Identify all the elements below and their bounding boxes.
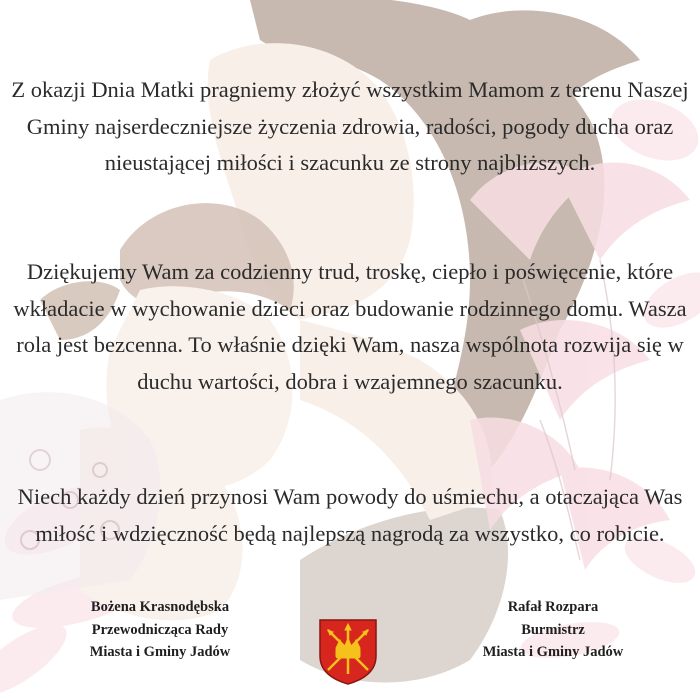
signer-office: Miasta i Gminy Jadów [89,644,231,660]
greeting-paragraph-3: Niech każdy dzień przynosi Wam powody do uśmiechu, a otaczająca Was miłość i wdzięczność będą najlepszą nagrodą za wszystko, co robicie. [17,484,683,546]
signer-title: Przewodnicząca Rady [91,621,229,638]
greeting-paragraph-2: Dziękujemy Wam za codzienny trud, troskę, ciepło i poświęcenie, które wkładacie w wychowanie dzieci oraz budowanie rodzinnego domu. Wasza rola jest bezcenna. To właśnie dzięki Wam, nasza wspólnota rozwija się w duchu wartości, dobra i wzajemnego szacunku. [13,259,687,394]
signer-name: Rafał Rozpara [507,599,599,615]
signer-office: Miasta i Gminy Jadów [482,644,624,660]
signature-mayor [438,596,668,664]
coat-of-arms-icon [318,618,378,686]
signer-name: Bożena Krasnodębska [90,599,230,615]
signature-council-chair [45,596,275,664]
signer-title: Burmistrz [521,621,585,638]
greeting-paragraph-1: Z okazji Dnia Matki pragniemy złożyć wszystkim Mamom z terenu Naszej Gminy najserdeczniejsze życzenia zdrowia, radości, pogody ducha oraz nieustającej miłości i szacunku ze strony najbliższych. [11,77,689,175]
